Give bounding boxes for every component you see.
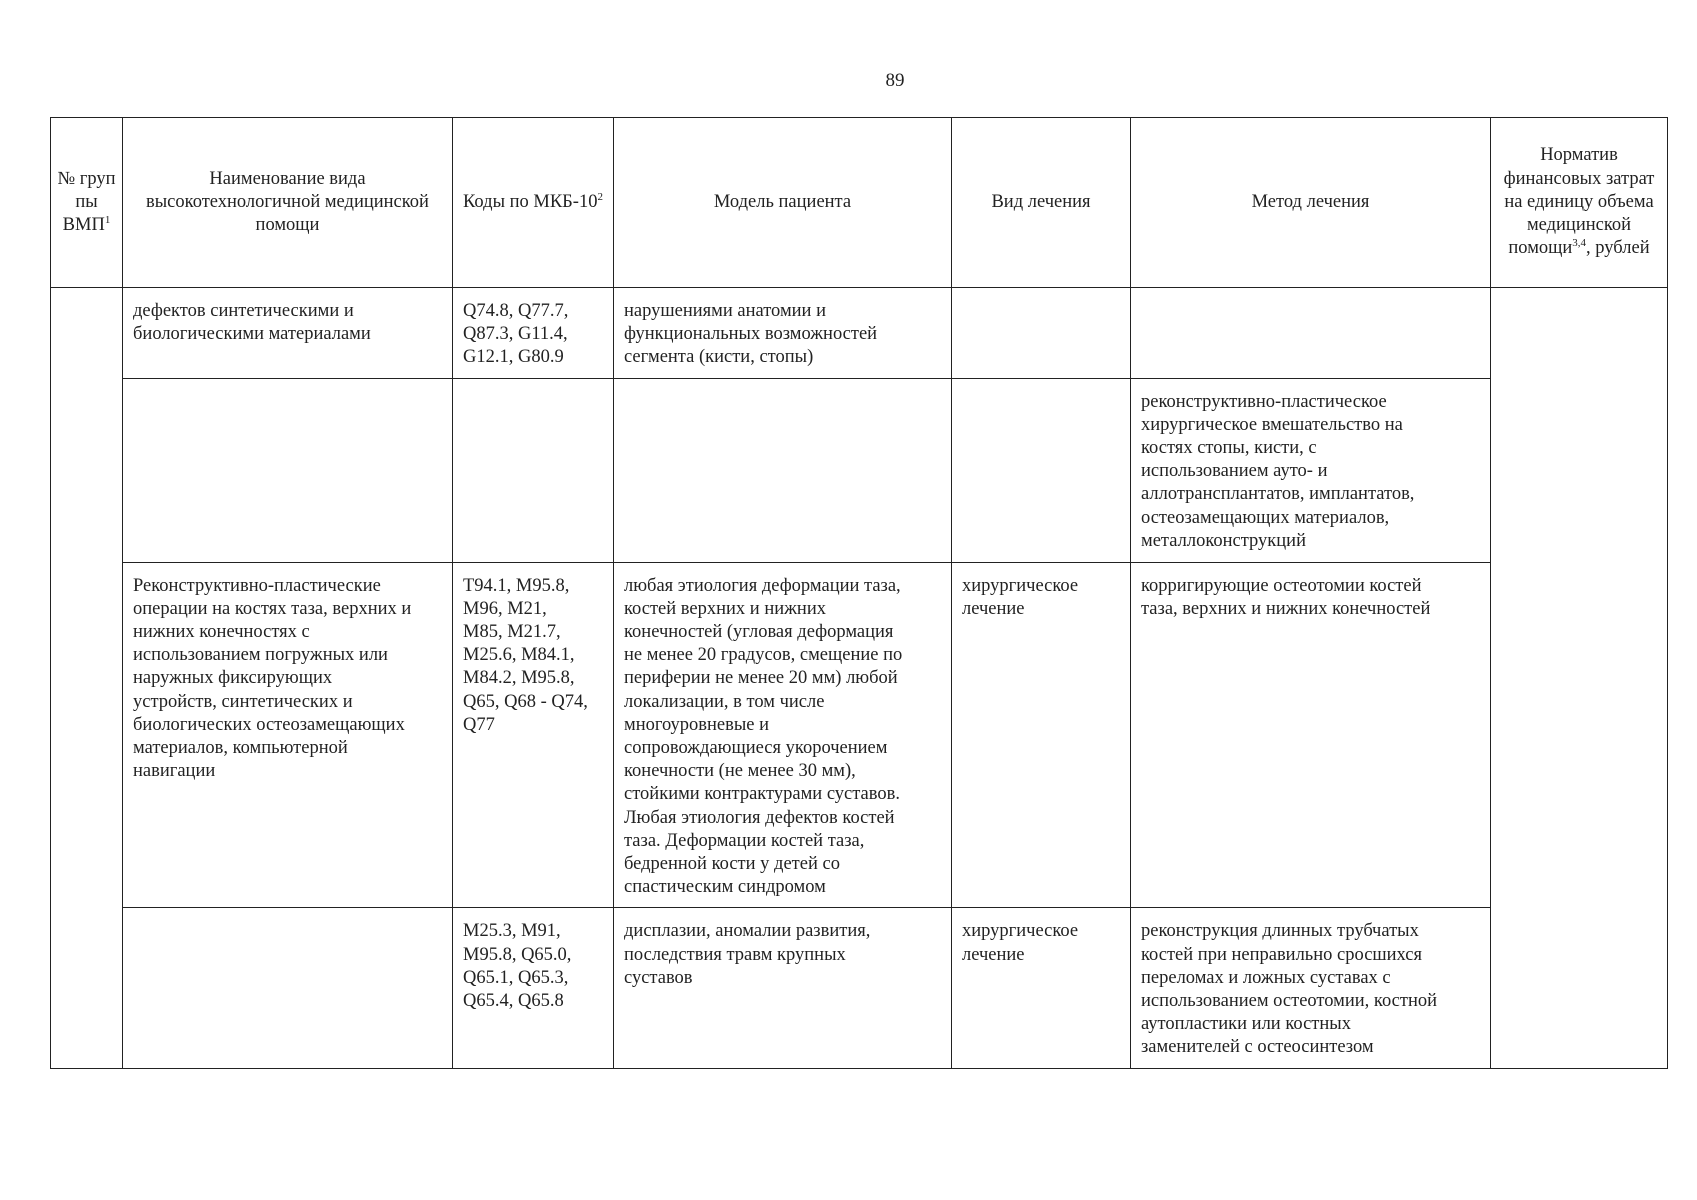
treatment-method-cell: реконструкция длинных трубчатых костей при неправильно сросшихся переломах и ложных суставах с использованием остеотомии, костной аутопластики или костных заменителей с остеосинтезом [1131, 908, 1491, 1068]
table-row [51, 908, 1668, 1068]
table-row [51, 288, 1668, 379]
icd-codes-cell: M25.3, M91, M95.8, Q65.0, Q65.1, Q65.3, Q65.4, Q65.8 [453, 908, 614, 1068]
patient-model-cell [614, 378, 952, 562]
treatment-method-cell [1131, 288, 1491, 379]
patient-model-cell: нарушениями анатомии и функциональных возможностей сегмента (кисти, стопы) [614, 288, 952, 379]
page-number: 89 [885, 70, 905, 91]
header-treatment-method: Метод лечения [1131, 118, 1491, 288]
icd-codes-cell: Q74.8, Q77.7, Q87.3, G11.4, G12.1, G80.9 [453, 288, 614, 379]
vmp-name-cell: Реконструктивно-пластические операции на костях таза, верхних и нижних конечностях с использованием погружных или наружных фиксирующих устройств, синтетических и биологических остеозамещающих материалов, компьютерной навигации [123, 562, 453, 908]
header-norm-cost: Норматив финансовых затрат на единицу объема медицинской помощи$^{3,4}$, рублей [1491, 118, 1668, 288]
vmp-name-cell [123, 908, 453, 1068]
treatment-type-cell: хирургическое лечение [952, 908, 1131, 1068]
treatment-type-cell [952, 378, 1131, 562]
treatment-method-cell: реконструктивно-пластическое хирургическое вмешательство на костях стопы, кисти, с использованием ауто- и аллотрансплантатов, имплантатов, остеозамещающих материалов, металлоконструкций [1131, 378, 1491, 562]
header-patient-model: Модель пациента [614, 118, 952, 288]
norm-cost-cell [1491, 288, 1668, 1069]
group-no-cell [51, 288, 123, 1069]
header-group-no: № груп пы ВМП$^1$ [51, 118, 123, 288]
vmp-name-cell [123, 378, 453, 562]
treatment-type-cell [952, 288, 1131, 379]
table-header-row [51, 118, 1668, 288]
table-row [51, 562, 1668, 908]
header-treatment-type: Вид лечения [952, 118, 1131, 288]
patient-model-cell: любая этиология деформации таза, костей верхних и нижних конечностей (угловая деформация не менее 20 градусов, смещение по периферии не менее 20 мм) любой локализации, в том числе многоуровневые и сопровождающиеся укорочением конечности (не менее 30 мм), стойкими контрактурами суставов. Любая этиология дефектов костей таза. Деформации костей таза, бедренной кости у детей со спастическим синдромом [614, 562, 952, 908]
patient-model-cell: дисплазии, аномалии развития, последствия травм крупных суставов [614, 908, 952, 1068]
icd-codes-cell [453, 378, 614, 562]
header-icd-codes: Коды по МКБ-$10^2$ [453, 118, 614, 288]
table-row [51, 378, 1668, 562]
icd-codes-cell: T94.1, M95.8, M96, M21, M85, M21.7, M25.6, M84.1, M84.2, M95.8, Q65, Q68 - Q74, Q77 [453, 562, 614, 908]
header-vmp-name: Наименование вида высокотехнологичной медицинской помощи [123, 118, 453, 288]
vmp-table [50, 117, 1668, 1069]
vmp-name-cell: дефектов синтетическими и биологическими материалами [123, 288, 453, 379]
treatment-method-cell: корригирующие остеотомии костей таза, верхних и нижних конечностей [1131, 562, 1491, 908]
treatment-type-cell: хирургическое лечение [952, 562, 1131, 908]
